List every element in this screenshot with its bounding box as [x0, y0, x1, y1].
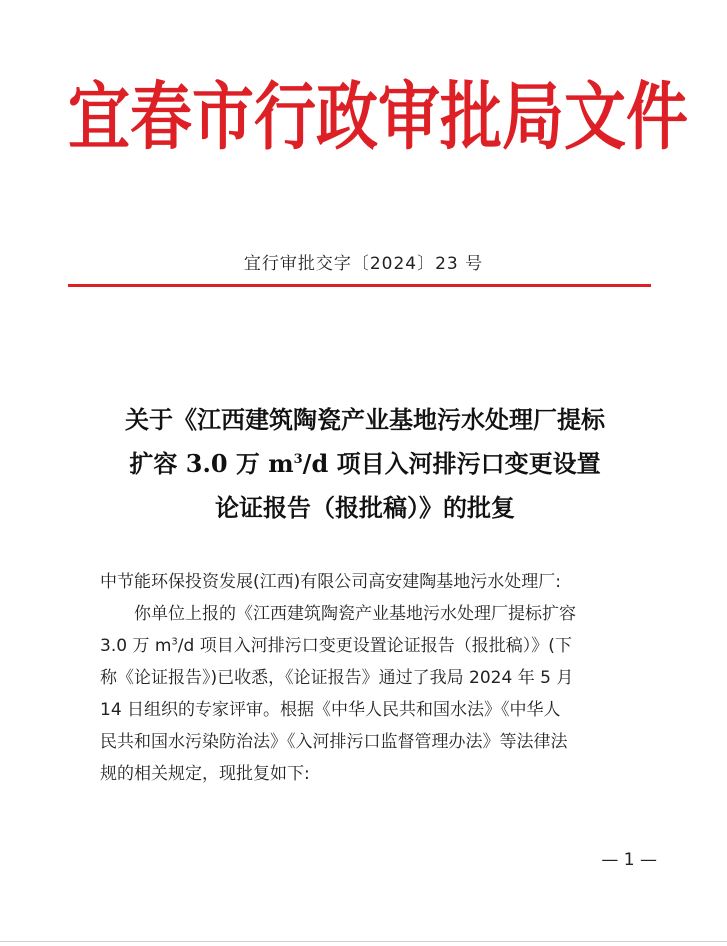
body-line-3: 称《论证报告》)已收悉，《论证报告》通过了我局 2024 年 5 月	[100, 668, 574, 688]
body-line-4: 14 日组织的专家评审。根据《中华人民共和国水法》《中华人	[100, 700, 561, 720]
page-bottom-edge	[0, 941, 727, 942]
body-line-5: 民共和国水污染防治法》《入河排污口监督管理办法》等法律法	[100, 732, 568, 752]
agency-masthead-title: 宜春市行政审批局文件	[68, 73, 689, 160]
document-body	[100, 566, 662, 790]
body-line-2-start: 3.0 万 m	[100, 636, 172, 656]
body-line-2	[100, 630, 662, 662]
title-line-2-end: /d 项目入河排污口变更设置	[302, 449, 601, 478]
title-line-3: 论证报告（报批稿）》的批复	[215, 493, 515, 522]
body-superscript: 3	[171, 636, 178, 648]
red-divider-line	[68, 284, 651, 287]
document-number: 宜行审批交字〔2024〕23 号	[243, 254, 484, 274]
page-number: — 1 —	[601, 850, 657, 870]
title-line-2	[60, 442, 670, 486]
body-line-6: 规的相关规定，现批复如下:	[100, 764, 310, 784]
recipient-line: 中节能环保投资发展(江西)有限公司高安建陶基地污水处理厂:	[100, 572, 561, 592]
body-line-2-end: /d 项目入河排污口变更设置论证报告（报批稿）》(下	[177, 636, 572, 656]
body-line-1: 你单位上报的《江西建筑陶瓷产业基地污水处理厂提标扩容	[134, 604, 576, 624]
title-line-2-start: 扩容 3.0 万 m	[129, 449, 294, 478]
title-line-1: 关于《江西建筑陶瓷产业基地污水处理厂提标	[125, 405, 605, 434]
title-superscript: 3	[293, 452, 303, 467]
document-title	[60, 398, 670, 530]
